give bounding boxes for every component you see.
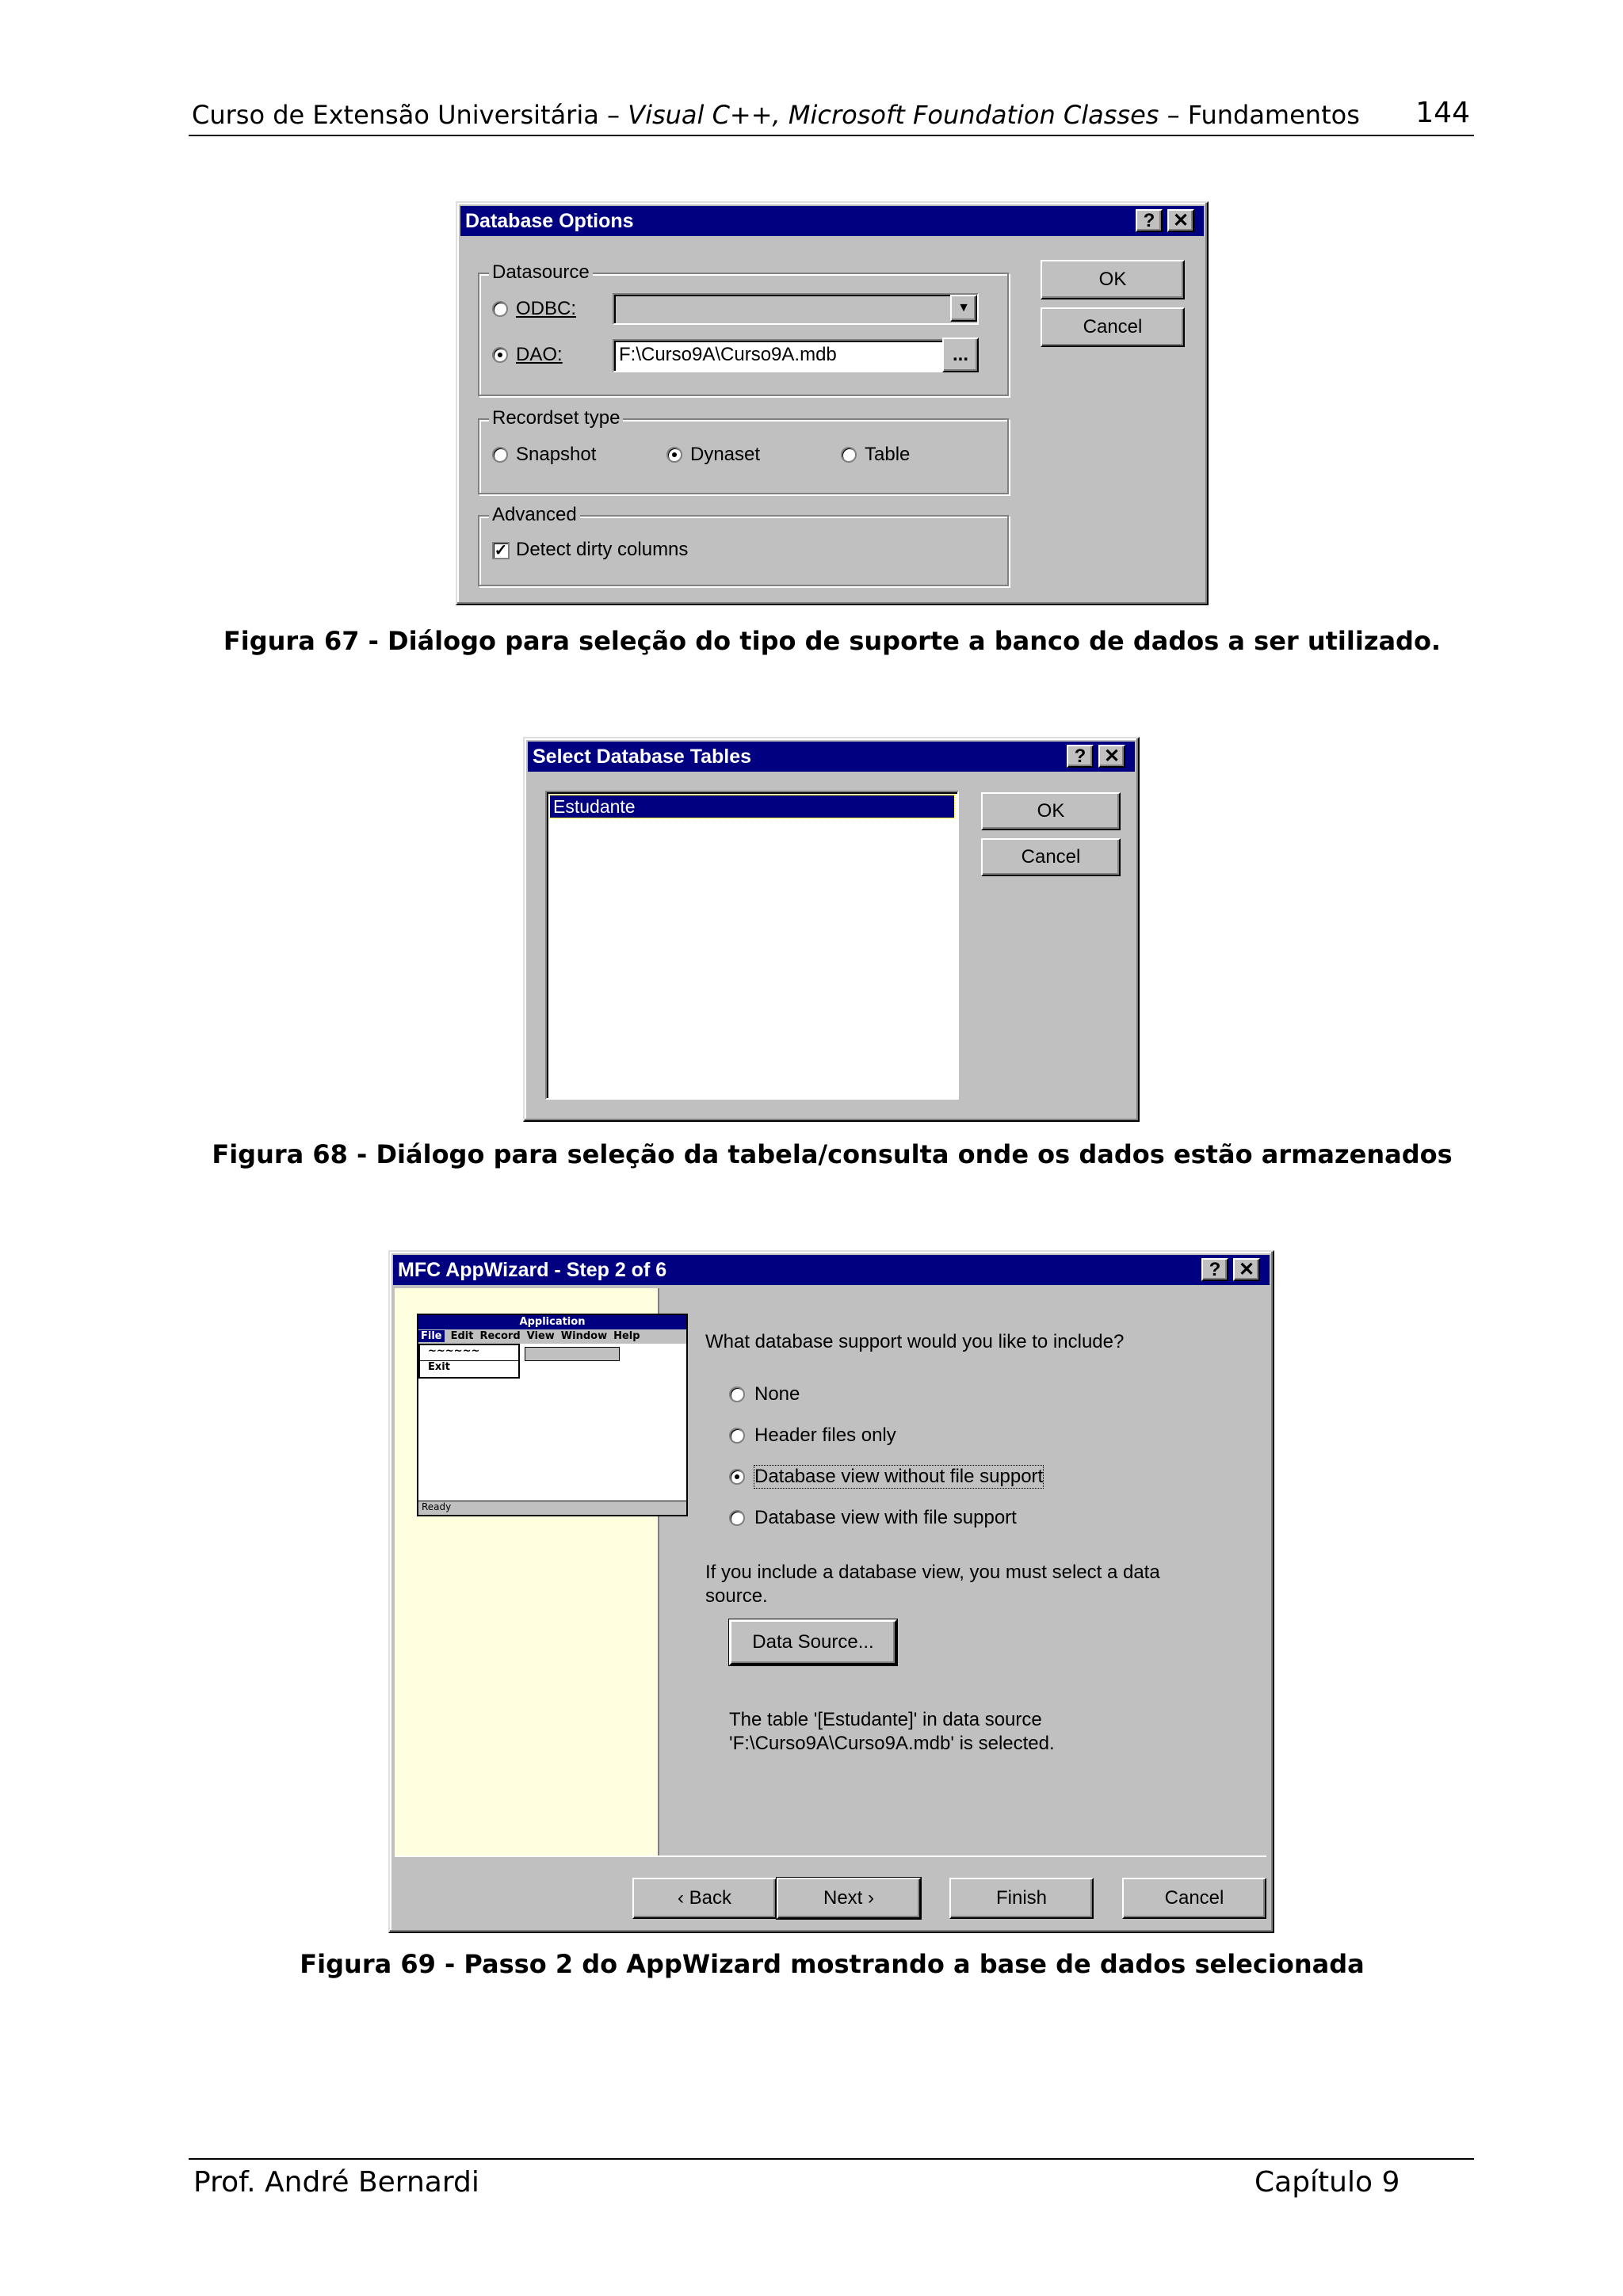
footer-chapter: Capítulo 9 — [1254, 2166, 1400, 2199]
option-header-files-label: Header files only — [754, 1425, 896, 1446]
preview-menu-record: Record — [479, 1330, 521, 1342]
back-button[interactable]: ‹ Back — [632, 1878, 777, 1919]
dao-radio[interactable] — [492, 347, 508, 363]
recordset-group-label: Recordset type — [489, 407, 623, 429]
list-item[interactable]: Estudante — [550, 795, 954, 818]
running-header — [192, 100, 1360, 130]
dao-path-field[interactable]: F:\Curso9A\Curso9A.mdb — [613, 339, 947, 372]
footer-author: Prof. André Bernardi — [193, 2166, 479, 2199]
preview-menu-window: Window — [560, 1330, 608, 1342]
dao-label-text: DAO: — [516, 344, 563, 365]
figure-69-caption: Figura 69 - Passo 2 do AppWizard mostrando a base de dados selecionada — [300, 1949, 1365, 1979]
question-label: What database support would you like to include? — [705, 1331, 1125, 1352]
finish-button[interactable]: Finish — [949, 1878, 1094, 1919]
preview-menu-edit: Edit — [450, 1330, 474, 1342]
cancel-button[interactable]: Cancel — [981, 838, 1121, 876]
detect-dirty-label: Detect dirty columns — [516, 539, 689, 560]
next-label: Next — [823, 1887, 863, 1909]
help-button[interactable]: ? — [1136, 209, 1163, 232]
ok-button[interactable]: OK — [981, 792, 1121, 830]
option-none-radio[interactable] — [729, 1386, 745, 1402]
footer-separator — [395, 1855, 1266, 1857]
dialog-title: Database Options — [460, 206, 1204, 236]
snapshot-radio[interactable] — [492, 447, 508, 463]
snapshot-label: Snapshot — [516, 444, 597, 465]
app-preview — [417, 1314, 688, 1516]
browse-button[interactable]: ... — [942, 338, 979, 372]
close-button[interactable]: ✕ — [1233, 1258, 1260, 1281]
option-none-label: None — [754, 1383, 800, 1405]
cancel-button[interactable]: Cancel — [1041, 307, 1185, 347]
page-number: 144 — [1415, 97, 1470, 129]
preview-status-bar: Ready — [418, 1501, 686, 1515]
chevron-down-icon[interactable]: ▼ — [950, 295, 977, 322]
back-label: Back — [689, 1887, 732, 1909]
preview-menu-help: Help — [613, 1330, 640, 1342]
preview-menu-view: View — [526, 1330, 555, 1342]
header-rule — [189, 135, 1474, 136]
dialog-title: Select Database Tables — [528, 742, 1135, 772]
odbc-label — [516, 298, 576, 320]
footer-rule — [189, 2158, 1474, 2160]
odbc-combo[interactable] — [613, 293, 979, 325]
preview-file-menu — [418, 1344, 520, 1379]
database-options-dialog — [456, 201, 1209, 605]
option-header-files-radio[interactable] — [729, 1428, 745, 1444]
option-db-view-no-file-label: Database view without file support — [754, 1466, 1044, 1487]
option-db-view-file-radio[interactable] — [729, 1510, 745, 1526]
figure-68-caption: Figura 68 - Diálogo para seleção da tabela/consulta onde os dados estão armazenados — [212, 1139, 1453, 1169]
next-button[interactable]: Next › — [777, 1878, 921, 1919]
header-prefix: Curso de Extensão Universitária – — [192, 100, 628, 130]
select-database-tables-dialog — [523, 737, 1140, 1122]
preview-title: Application — [418, 1315, 686, 1329]
dialog-title: MFC AppWizard - Step 2 of 6 — [393, 1255, 1270, 1285]
dynaset-radio[interactable] — [666, 447, 682, 463]
dynaset-label: Dynaset — [690, 444, 761, 465]
odbc-radio[interactable] — [492, 301, 508, 317]
odbc-label-text: ODBC: — [516, 298, 577, 319]
datasource-group — [478, 261, 1009, 396]
help-button[interactable]: ? — [1201, 1258, 1228, 1281]
preview-record-toolbar — [525, 1347, 620, 1361]
option-db-view-file-label: Database view with file support — [754, 1507, 1017, 1528]
header-suffix: – Fundamentos — [1159, 100, 1360, 130]
header-italic: Visual C++, Microsoft Foundation Classes — [628, 100, 1159, 130]
cancel-button[interactable]: Cancel — [1122, 1878, 1266, 1919]
preview-file-item: ~~~~~~ — [420, 1345, 518, 1361]
preview-menu — [418, 1329, 686, 1344]
option-db-view-no-file-radio[interactable] — [729, 1469, 745, 1485]
preview-exit-item: Exit — [428, 1361, 450, 1373]
help-button[interactable]: ? — [1067, 745, 1094, 768]
tables-listbox[interactable] — [545, 791, 959, 1100]
datasource-group-label: Datasource — [489, 261, 593, 284]
detect-dirty-checkbox[interactable]: ✓ — [492, 542, 510, 559]
data-source-button[interactable]: Data Source... — [729, 1619, 897, 1665]
advanced-group-label: Advanced — [489, 504, 580, 526]
table-radio[interactable] — [841, 447, 857, 463]
dao-label — [516, 344, 563, 366]
close-button[interactable]: ✕ — [1167, 209, 1194, 232]
table-label: Table — [865, 444, 911, 465]
preview-menu-file: File — [418, 1330, 445, 1342]
datasource-note: If you include a database view, you must select a data source. — [705, 1562, 1160, 1607]
close-button[interactable]: ✕ — [1098, 745, 1125, 768]
ok-button[interactable]: OK — [1041, 260, 1185, 299]
figure-67-caption: Figura 67 - Diálogo para seleção do tipo de suporte a banco de dados a ser utilizado. — [223, 626, 1442, 656]
selection-info: The table '[Estudante]' in data source 'F:\Curso9A\Curso9A.mdb' is selected. — [729, 1709, 1055, 1754]
appwizard-dialog — [388, 1250, 1274, 1933]
